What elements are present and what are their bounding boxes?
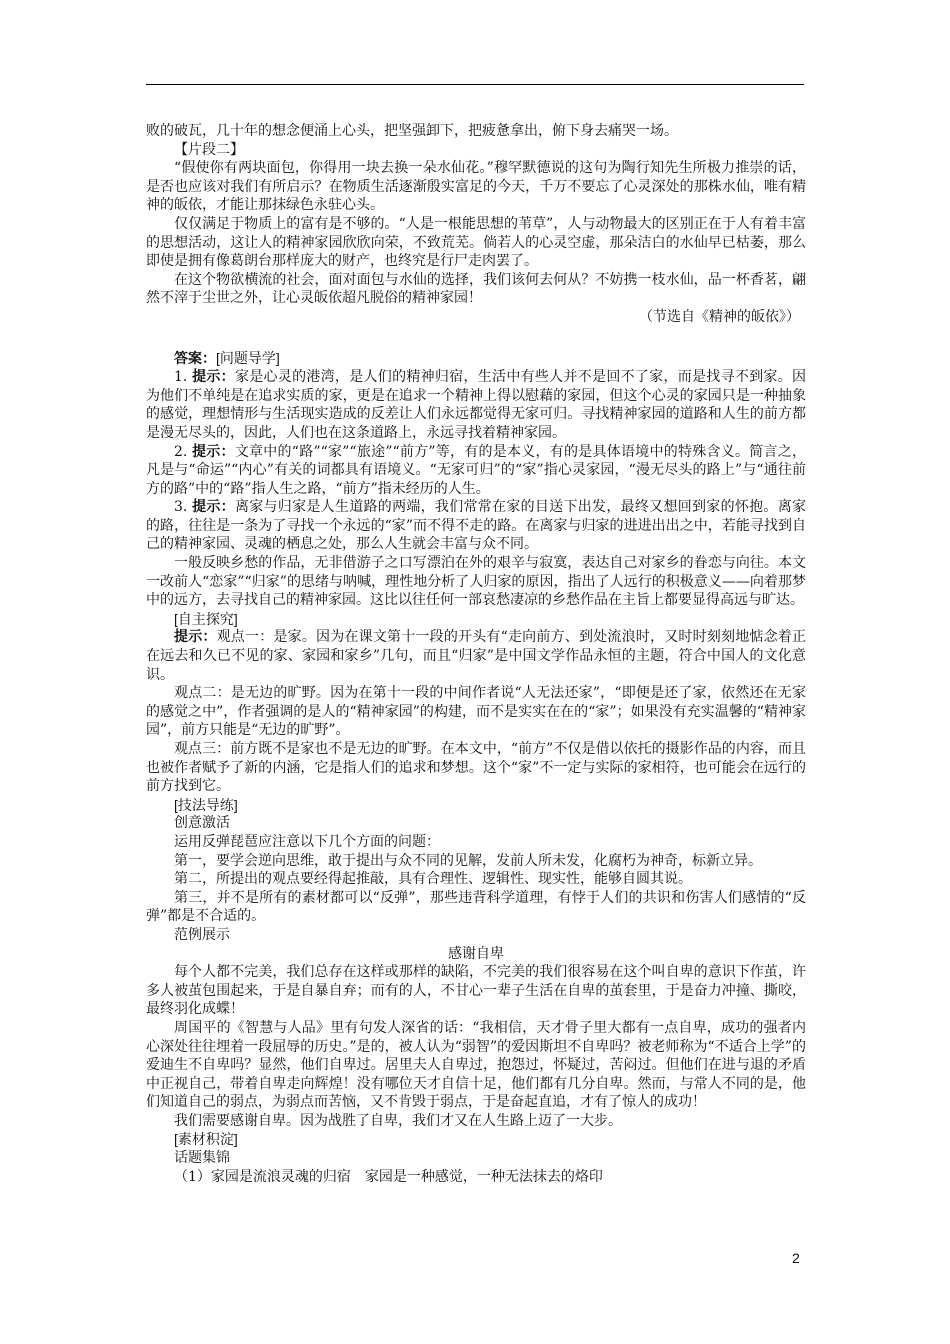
answer-1-tip: 提示： (192, 369, 235, 386)
skills-label: [技法导练] (174, 796, 238, 813)
explore-view-1-text: 观点一：是家。因为在课文第十一段的开头有“走向前方、到处流浪时，又时时刻刻地惦念着正在远去和久已不见的家、家园和家乡”几句，而且“归家”是中国文学作品永恒的主题，符合中国人的文化意识。 (146, 629, 807, 683)
fragment-two-paragraph-1: “假使你有两块面包，你得用一块去换一朵水仙花。”穆罕默德说的这句为陶行知先生所极力推崇的话，是否也应该对我们有所启示？在物质生活逐渐殷实富足的今天，千万不要忘了心灵深处的那株水仙，唯有精神的皈依，才能让那抹绿色永驻心头。 (146, 160, 806, 214)
fragment-two-label: 【片段二】 (174, 141, 244, 158)
answer-2-text: 文章中的“路”“家”“旅途”“前方”等，有的是本义，有的是具体语境中的特殊含义。简言之，凡是与“命运”“内心”有关的词都具有语境义。“无家可归”的“家”指心灵家园，“漫无尽头的路上”与“通往前方的路”中的“路”指人生之路，“前方”指未经历的人生。 (146, 443, 806, 497)
answer-3 (146, 498, 806, 554)
question-guide-label: [问题导学] (216, 349, 280, 366)
answer-2 (146, 443, 806, 499)
essay-paragraph-1: 每个人都不完美，我们总存在这样或那样的缺陷，不完美的我们很容易在这个叫自卑的意识下作茧，许多人被茧包围起来，于是自暴自弃；而有的人，不甘心一辈子生活在自卑的茧套里，于是奋力冲撞、撕咬，最终羽化成蝶！ (146, 964, 806, 1018)
header-rule (146, 84, 804, 85)
fragment-two-paragraph-3: 在这个物欲横流的社会，面对面包与水仙的选择，我们该何去何从？不妨携一枝水仙，品一杯香茗，翩然不滓于尘世之外，让心灵皈依超凡脱俗的精神家园！ (146, 271, 806, 307)
answer-label: 答案： (174, 350, 216, 367)
skills-intro: 运用反弹琵琶应注意以下几个方面的问题： (174, 833, 440, 850)
material-label: [素材积淀] (174, 1131, 238, 1148)
answer-2-number: 2. (174, 443, 193, 460)
explore-tip: 提示： (174, 629, 217, 646)
page-number: 2 (792, 1250, 800, 1266)
skills-point-3: 第三，并不是所有的素材都可以“反弹”，那些违背科学道理，有悖于人们的共识和伤害人们感情的“反弹”都是不合适的。 (146, 889, 806, 925)
skills-subheading-2: 范例展示 (174, 926, 230, 943)
answer-1-number: 1. (174, 369, 193, 386)
answer-3-text: 离家与归家是人生道路的两端，我们常常在家的目送下出发，最终又想回到家的怀抱。离家的路，往往是一条为了寻找一个永远的“家”而不得不走的路。在离家与归家的进进出出之中，若能寻找到自己的精神家园、灵魂的栖息之处，那么人生就会丰富与众不同。 (146, 499, 807, 553)
material-item-1: （1）家园是流浪灵魂的归宿 家园是一种感觉，一种无法抹去的烙印 (174, 1168, 603, 1185)
answer-3-tip: 提示： (192, 499, 235, 516)
answer-1 (146, 368, 806, 442)
fragment-two-source: （节选自《精神的皈依》） (639, 308, 800, 325)
explore-view-3: 观点三：前方既不是家也不是无边的旷野。在本文中，“前方”不仅是借以依托的摄影作品的内容，而且也被作者赋予了新的内涵，它是指人们的追求和梦想。这个“家”不一定与实际的家相符，也可能会在远行的前方找到它。 (146, 741, 806, 795)
explore-label: [自主探究] (174, 610, 238, 627)
document-body (146, 122, 806, 1186)
skills-point-2: 第二，所提出的观点要经得起推敲，具有合理性、逻辑性、现实性，能够自圆其说。 (174, 871, 692, 888)
answer-heading (146, 349, 806, 369)
material-subheading: 话题集锦 (174, 1150, 230, 1167)
essay-paragraph-3: 我们需要感谢自卑。因为战胜了自卑，我们才又在人生路上迈了一大步。 (174, 1112, 622, 1129)
skills-subheading-1: 创意激活 (174, 815, 230, 832)
explore-view-2: 观点二：是无边的旷野。因为在第十一段的中间作者说“人无法还家”，“即便是还了家，依然还在无家的感觉之中”，作者强调的是人的“精神家园”的构建，而不是实实在在的“家”；如果没有充实温馨的“精神家园”，前方只能是“无边的旷野”。 (146, 685, 806, 739)
skills-point-1: 第一，要学会逆向思维，敢于提出与众不同的见解，发前人所未发，化腐朽为神奇，标新立异。 (174, 852, 762, 869)
top-paragraph: 败的破瓦，几十年的想念便涌上心头，把坚强卸下，把疲惫拿出，俯下身去痛哭一场。 (146, 123, 678, 139)
answer-1-text: 家是心灵的港湾，是人们的精神归宿，生活中有些人并不是回不了家，而是找寻不到家。因为他们不单纯是在追求实质的家，更是在追求一个精神上得以慰藉的家园，但这个心灵的家园只是一种抽象的感觉，理想情形与生活现实造成的反差让人们永远都觉得无家可归。寻找精神家园的道路和人生的前方都是漫无尽头的，因此，人们也在这条道路上，永远寻找着精神家园。 (146, 369, 807, 441)
explore-view-1 (146, 628, 806, 684)
essay-title: 感谢自卑 (448, 945, 504, 962)
fragment-two-paragraph-2: 仅仅满足于物质上的富有是不够的。“人是一根能思想的苇草”，人与动物最大的区别正在于人有着丰富的思想活动，这让人的精神家园欣欣向荣，不致荒芜。倘若人的心灵空虚，那朵洁白的水仙早已枯萎，那么即使是拥有像葛朗台那样庞大的财产，也终究是行尸走肉罢了。 (146, 215, 806, 270)
essay-paragraph-2: 周国平的《智慧与人品》里有句发人深省的话：“我相信，天才骨子里大都有一点自卑，成功的强者内心深处往往埋着一段屈辱的历史。”是的，被人认为“弱智”的爱因斯坦不自卑吗？被老师称为“不适合上学”的爱迪生不自卑吗？显然，他们自卑过。居里夫人自卑过，抱怨过，怀疑过，苦闷过。但他们在进与退的矛盾中正视自己，带着自卑走向辉煌！没有哪位天才自信十足，他们都有几分自卑。然而，与常人不同的是，他们知道自己的弱点，为弱点而苦恼，又不肯毁于弱点，于是奋起直追，才有了惊人的成功！ (146, 1019, 806, 1111)
summary-paragraph: 一般反映乡愁的作品，无非借游子之口写漂泊在外的艰辛与寂寞，表达自己对家乡的眷恋与向往。本文一改前人“恋家”“归家”的思绪与呐喊，理性地分析了人归家的原因，指出了人远行的积极意义——向着那梦中的远方，去寻找自己的精神家园。这比以往任何一部哀愁凄凉的乡愁作品在主旨上都要显得高远与旷达。 (146, 555, 806, 609)
answer-2-tip: 提示： (192, 443, 235, 460)
answer-3-number: 3. (174, 499, 193, 516)
